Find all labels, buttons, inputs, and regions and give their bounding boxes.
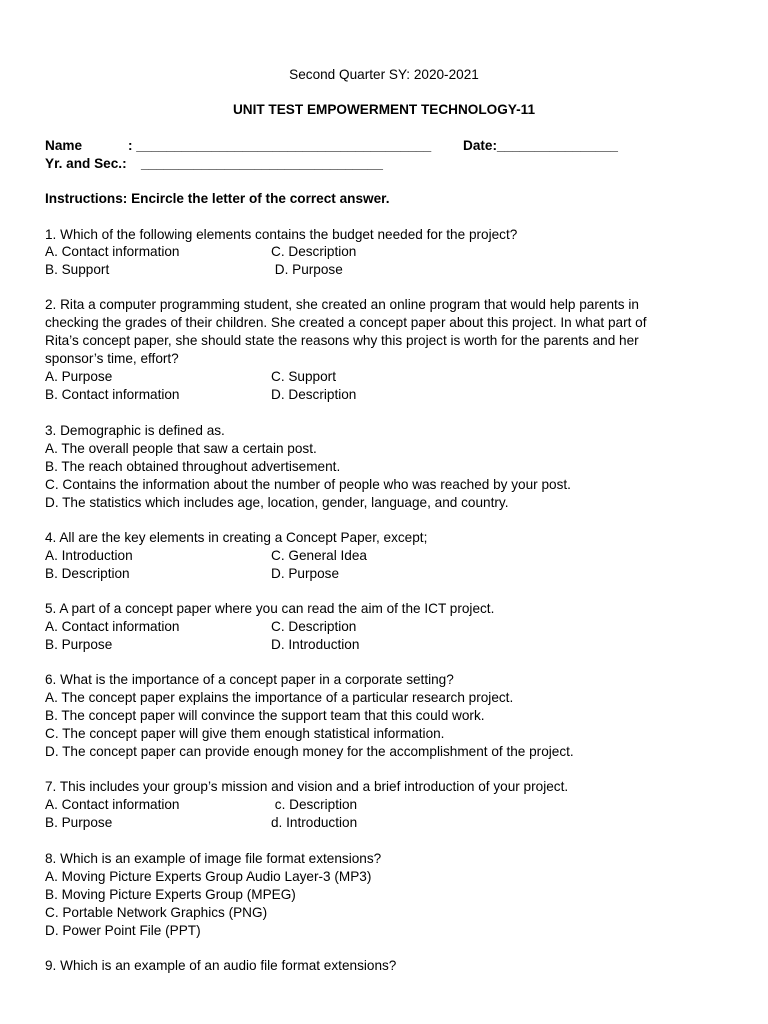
choice-a: A. Moving Picture Experts Group Audio Layer-3 (MP3) [45,869,372,884]
question-text: 2. Rita a computer programming student, she created an online program that would help parents in [45,297,639,312]
choice-c: c. Description [271,797,358,812]
question-text: 9. Which is an example of an audio file format extensions? [45,958,397,973]
question-text: checking the grades of their children. She created a concept paper about this project. In what part of [45,315,647,330]
choice-a: A. Contact information [45,244,180,259]
choice-b: B. Purpose [45,637,113,652]
question-text: Rita’s concept paper, she should state the reasons why this project is worth for the parents and her [45,333,639,348]
choice-b: B. Purpose [45,815,113,830]
choice-d: D. Introduction [271,637,360,652]
choice-a: A. Introduction [45,548,133,563]
choice-d: D. The concept paper can provide enough money for the accomplishment of the project. [45,744,574,759]
choice-a: A. The overall people that saw a certain post. [45,441,317,456]
question-text: 4. All are the key elements in creating a Concept Paper, except; [45,530,428,545]
question-text: 8. Which is an example of image file format extensions? [45,851,382,866]
choice-c: C. Description [271,244,357,259]
choice-c: C. Support [271,369,336,384]
choice-a: A. Contact information [45,797,180,812]
choice-c: C. Contains the information about the number of people who was reached by your post. [45,477,571,492]
yrsec-label: Yr. and Sec.: [45,156,127,171]
page-title: UNIT TEST EMPOWERMENT TECHNOLOGY-11 [232,102,536,117]
choice-c: C. Portable Network Graphics (PNG) [45,905,268,920]
name-blank: : _______________________________________ [128,138,432,153]
question-text: 3. Demographic is defined as. [45,423,225,438]
date-field: Date:________________ [463,138,618,153]
choice-d: d. Introduction [271,815,358,830]
question-text: 5. A part of a concept paper where you can read the aim of the ICT project. [45,601,495,616]
question-text: 6. What is the importance of a concept paper in a corporate setting? [45,672,454,687]
choice-d: D. Purpose [271,566,340,581]
choice-a: A. Purpose [45,369,113,384]
choice-b: B. The concept paper will convince the support team that this could work. [45,708,485,723]
choice-c: C. The concept paper will give them enough statistical information. [45,726,445,741]
choice-d: D. Purpose [271,262,343,277]
yrsec-blank: ________________________________ [141,156,383,171]
instructions: Instructions: Encircle the letter of the correct answer. [45,191,390,206]
choice-a: A. Contact information [45,619,180,634]
choice-b: B. The reach obtained throughout advertisement. [45,459,341,474]
choice-b: B. Contact information [45,387,180,402]
choice-d: D. Description [271,387,357,402]
choice-a: A. The concept paper explains the importance of a particular research project. [45,690,514,705]
question-text: 7. This includes your group’s mission and vision and a brief introduction of your project. [45,779,569,794]
choice-b: B. Moving Picture Experts Group (MPEG) [45,887,296,902]
quarter-heading: Second Quarter SY: 2020-2021 [289,67,479,82]
choice-c: C. Description [271,619,357,634]
choice-c: C. General Idea [271,548,367,563]
choice-d: D. Power Point File (PPT) [45,923,201,938]
question-text: sponsor’s time, effort? [45,351,179,366]
question-text: 1. Which of the following elements contains the budget needed for the project? [45,227,518,242]
name-label: Name [45,138,83,153]
choice-d: D. The statistics which includes age, location, gender, language, and country. [45,495,509,510]
choice-b: B. Support [45,262,110,277]
choice-b: B. Description [45,566,130,581]
